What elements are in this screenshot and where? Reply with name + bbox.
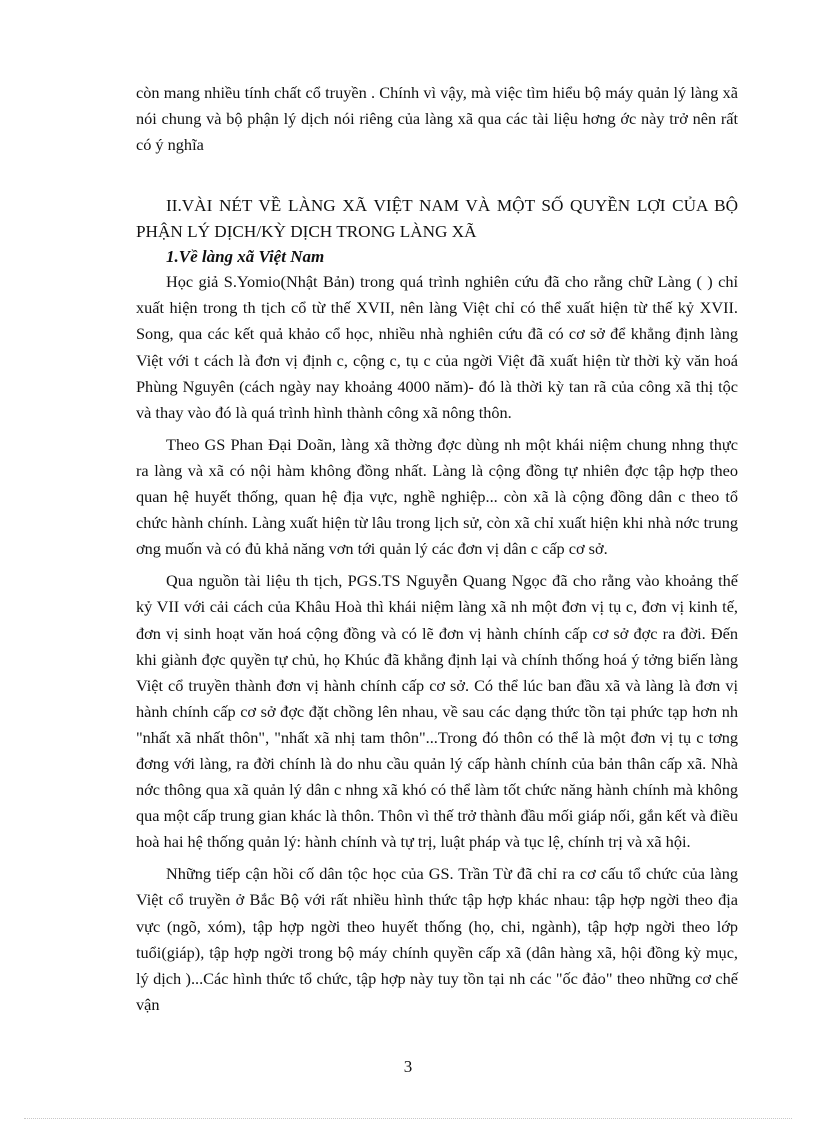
paragraph-phan-dai-doan: Theo GS Phan Đại Doãn, làng xã thờng đợc dùng nh một khái niệm chung nhng thực ra làng và xã có nội hàm không đồng nhất. Làng là cộng đồng tự nhiên đợc tập hợp theo quan hệ huyết thống, quan hệ địa vực, nghề nghiệp... còn xã là cộng đồng dân c theo tổ chức hành chính. Làng xuất hiện từ lâu trong lịch sử, còn xã chỉ xuất hiện khi nhà nớc trung ơng muốn và có đủ khả năng vơn tới quản lý các đơn vị dân c cấp cơ sở.	[136, 434, 738, 559]
paragraph-nguyen-quang-ngoc: Qua nguồn tài liệu th tịch, PGS.TS Nguyễn Quang Ngọc đã cho rằng vào khoảng thế kỷ VII với cải cách của Khâu Hoà thì khái niệm làng xã nh một đơn vị tụ c, đơn vị kinh tế, đơn vị sinh hoạt văn hoá cộng đồng và có lẽ đơn vị hành chính cấp cơ sở đợc ra đời. Đến khi giành đợc quyền tự chủ, họ Khúc đã khẳng định lại và chính thống hoá ý tởng biến làng Việt cổ truyền thành đơn vị hành chính cấp cơ sở. Có thể lúc ban đầu xã và làng là đơn vị hành chính cấp cơ sở đợc đặt chồng lên nhau, về sau các dạng thức tồn tại phức tạp hơn nh "nhất xã nhất thôn", "nhất xã nhị tam thôn"...Trong đó thôn có thể là một đơn vị tụ c tơng đơng với làng, ra đời chính là do nhu cầu quản lý cấp hành chính của bản thân cấp xã. Nhà nớc thông qua xã quản lý dân c nhng xã khó có thể làm tốt chức năng hành chính mà không qua một cấp trung gian khác là thôn. Thôn vì thế trở thành đầu mối giáp nối, gắn kết và điều hoà hai hệ thống quản lý: hành chính và tự trị, luật pháp và tục lệ, chính trị và xã hội.	[136, 571, 738, 852]
paragraph-tran-tu: Những tiếp cận hồi cố dân tộc học của GS. Trần Từ đã chỉ ra cơ cấu tổ chức của làng Việt cổ truyền ở Bắc Bộ với rất nhiều hình thức tập hợp khác nhau: tập hợp ngời theo địa vực (ngõ, xóm), tập hợp ngời theo huyết thống (họ, chi, ngành), tập hợp ngời theo lớp tuổi(giáp), tập hợp ngời trong bộ máy chính quyền cấp xã (dân hàng xã, hội đồng kỳ mục, lý dịch )...Các hình thức tổ chức, tập hợp này tuy tồn tại nh các "ốc đảo" theo những cơ chế vận	[136, 864, 738, 1014]
page-number: 3	[403, 1057, 413, 1076]
subsection-heading: 1.Về làng xã Việt Nam	[166, 247, 325, 267]
page-content	[136, 80, 738, 1018]
paragraph-yomio: Học giả S.Yomio(Nhật Bản) trong quá trình nghiên cứu đã cho rằng chữ Làng ( ) chỉ xuất hiện trong th tịch cổ từ thế XVII, nên làng Việt chỉ có thể xuất hiện từ thế kỷ XVII. Song, qua các kết quả khảo cổ học, nhiều nhà nghiên cứu đã có cơ sở để khẳng định làng Việt với t cách là đơn vị định c, cộng c, tụ c của ngời Việt đã xuất hiện từ thời kỳ văn hoá Phùng Nguyên (cách ngày nay khoảng 4000 năm)- đó là thời kỳ tan rã của công xã thị tộc và thay vào đó là quá trình hình thành công xã nông thôn.	[136, 272, 738, 422]
page-bottom-divider	[24, 1118, 792, 1119]
section-heading: II.VÀI NÉT VỀ LÀNG XÃ VIỆT NAM VÀ MỘT SỐ QUYỀN LỢI CỦA BỘ PHẬN LÝ DỊCH/KỲ DỊCH TRONG LÀNG XÃ	[136, 196, 738, 242]
paragraph-intro: còn mang nhiều tính chất cổ truyền . Chính vì vậy, mà việc tìm hiểu bộ máy quản lý làng xã nói chung và bộ phận lý dịch nói riêng của làng xã qua các tài liệu hơng ớc này trở nên rất có ý nghĩa	[136, 83, 738, 155]
